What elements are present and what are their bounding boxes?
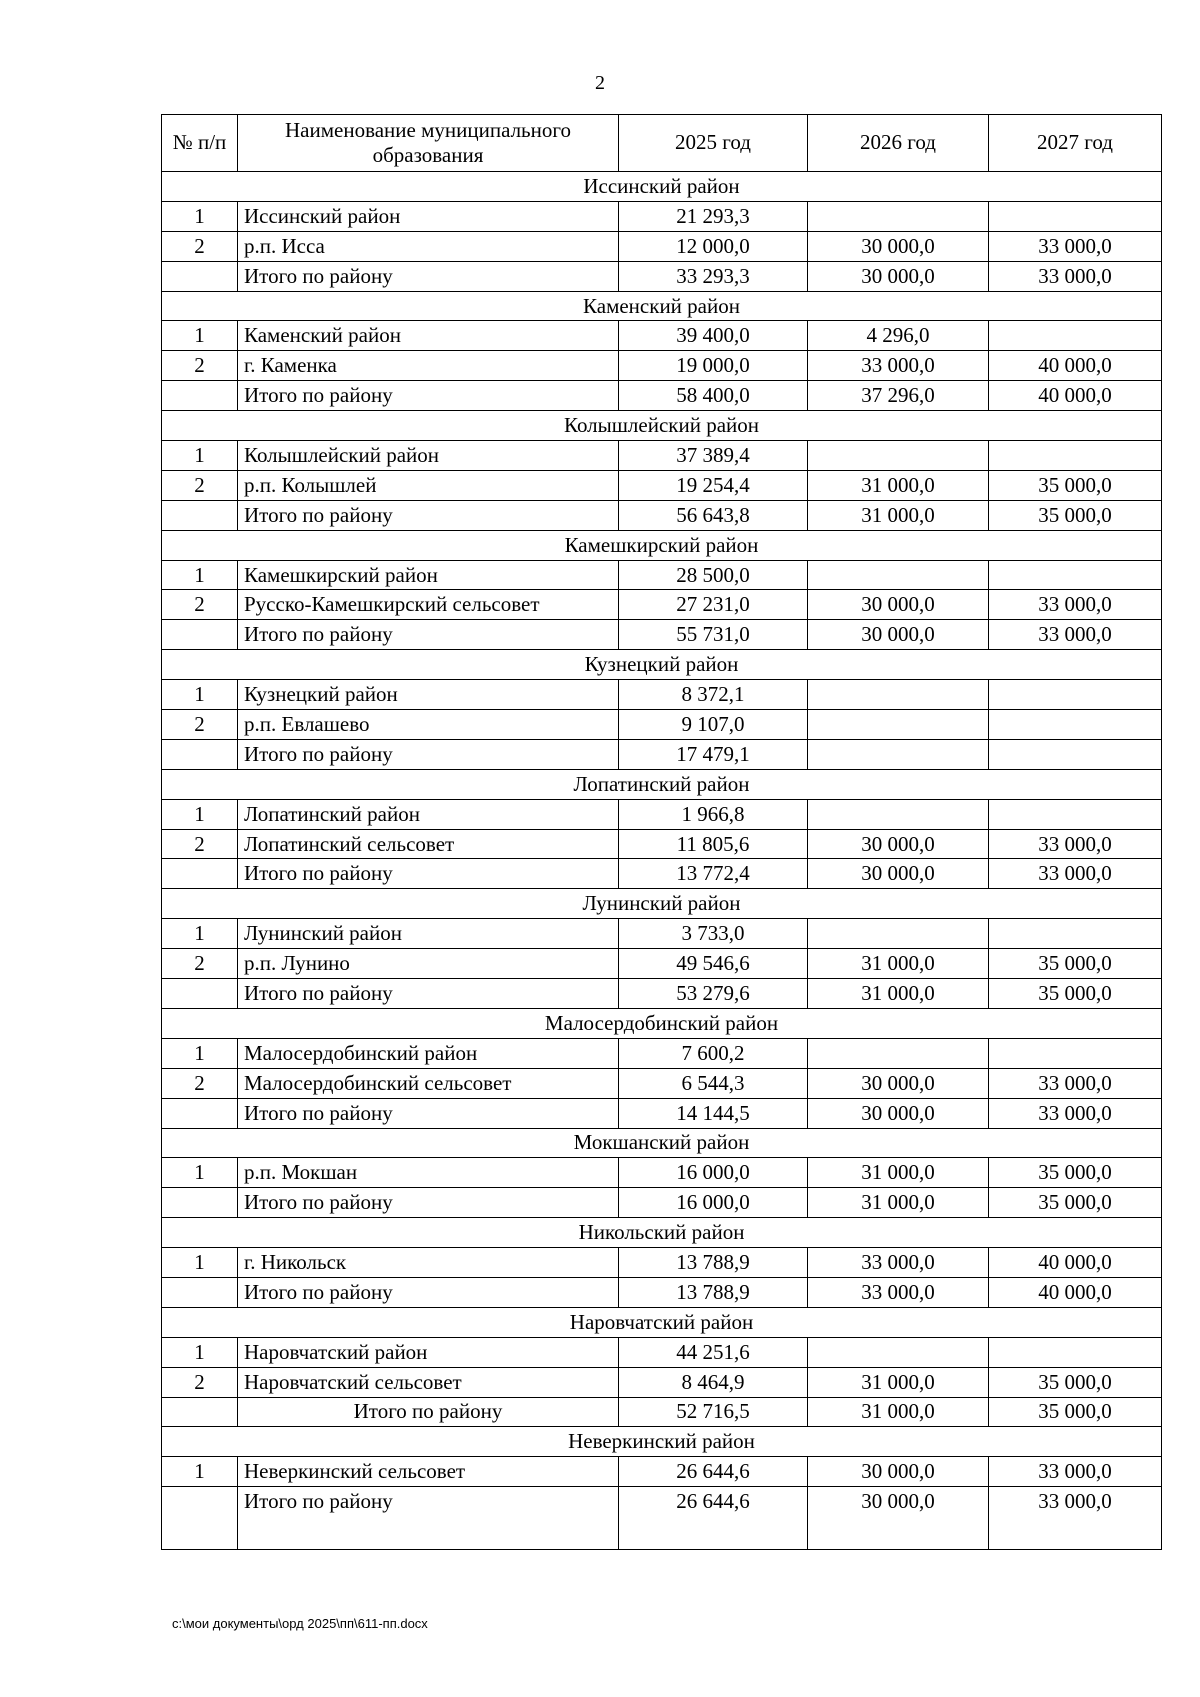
header-2027: 2027 год xyxy=(989,115,1162,172)
value-2026: 30 000,0 xyxy=(808,620,989,650)
municipality-name: Итого по району xyxy=(238,620,619,650)
value-2026: 30 000,0 xyxy=(808,859,989,889)
value-2027 xyxy=(989,201,1162,231)
table-row xyxy=(162,441,1162,471)
row-number: 2 xyxy=(162,470,238,500)
municipality-name: Русско-Камешкирский сельсовет xyxy=(238,590,619,620)
total-row xyxy=(162,500,1162,530)
row-number xyxy=(162,1397,238,1427)
value-2026: 30 000,0 xyxy=(808,1098,989,1128)
header-2026: 2026 год xyxy=(808,115,989,172)
row-number xyxy=(162,261,238,291)
table-row xyxy=(162,470,1162,500)
municipality-name: Наровчатский сельсовет xyxy=(238,1367,619,1397)
municipality-name: Лопатинский район xyxy=(238,799,619,829)
municipality-name: г. Никольск xyxy=(238,1248,619,1278)
district-name: Кузнецкий район xyxy=(162,650,1162,680)
value-2027: 35 000,0 xyxy=(989,500,1162,530)
municipality-name: Иссинский район xyxy=(238,201,619,231)
total-row xyxy=(162,1098,1162,1128)
table-row xyxy=(162,1457,1162,1487)
row-number xyxy=(162,500,238,530)
municipality-name: Малосердобинский район xyxy=(238,1038,619,1068)
value-2025: 26 644,6 xyxy=(619,1457,808,1487)
district-name: Лунинский район xyxy=(162,889,1162,919)
value-2026: 33 000,0 xyxy=(808,351,989,381)
row-number: 1 xyxy=(162,1457,238,1487)
district-header-row xyxy=(162,1218,1162,1248)
value-2027: 35 000,0 xyxy=(989,1188,1162,1218)
table-row xyxy=(162,799,1162,829)
municipality-name: Итого по району xyxy=(238,859,619,889)
total-row xyxy=(162,979,1162,1009)
value-2026 xyxy=(808,799,989,829)
value-2025: 14 144,5 xyxy=(619,1098,808,1128)
value-2025: 27 231,0 xyxy=(619,590,808,620)
value-2027: 33 000,0 xyxy=(989,231,1162,261)
row-number: 1 xyxy=(162,680,238,710)
value-2025: 12 000,0 xyxy=(619,231,808,261)
value-2025: 53 279,6 xyxy=(619,979,808,1009)
value-2027: 40 000,0 xyxy=(989,1248,1162,1278)
value-2025: 1 966,8 xyxy=(619,799,808,829)
value-2026 xyxy=(808,680,989,710)
municipality-name: р.п. Евлашево xyxy=(238,710,619,740)
value-2027 xyxy=(989,710,1162,740)
total-row xyxy=(162,1397,1162,1427)
value-2026: 30 000,0 xyxy=(808,261,989,291)
value-2026 xyxy=(808,1038,989,1068)
municipality-name: р.п. Исса xyxy=(238,231,619,261)
district-name: Колышлейский район xyxy=(162,411,1162,441)
value-2027 xyxy=(989,799,1162,829)
table-row xyxy=(162,1337,1162,1367)
value-2026: 31 000,0 xyxy=(808,979,989,1009)
district-name: Никольский район xyxy=(162,1218,1162,1248)
district-name: Камешкирский район xyxy=(162,530,1162,560)
value-2025: 17 479,1 xyxy=(619,739,808,769)
value-2027: 33 000,0 xyxy=(989,859,1162,889)
value-2026 xyxy=(808,560,989,590)
row-number xyxy=(162,1277,238,1307)
total-row xyxy=(162,381,1162,411)
value-2027 xyxy=(989,739,1162,769)
value-2026: 33 000,0 xyxy=(808,1277,989,1307)
row-number: 2 xyxy=(162,829,238,859)
table-row xyxy=(162,829,1162,859)
total-row xyxy=(162,859,1162,889)
municipality-name: Кузнецкий район xyxy=(238,680,619,710)
municipality-name: Итого по району xyxy=(238,381,619,411)
table-row xyxy=(162,1038,1162,1068)
row-number: 2 xyxy=(162,949,238,979)
total-row xyxy=(162,620,1162,650)
municipality-name: Малосердобинский сельсовет xyxy=(238,1068,619,1098)
value-2026: 30 000,0 xyxy=(808,1068,989,1098)
value-2025: 16 000,0 xyxy=(619,1158,808,1188)
value-2025: 49 546,6 xyxy=(619,949,808,979)
row-number xyxy=(162,979,238,1009)
value-2027: 35 000,0 xyxy=(989,1367,1162,1397)
row-number xyxy=(162,381,238,411)
row-number: 1 xyxy=(162,799,238,829)
municipality-name: Итого по району xyxy=(238,1397,619,1427)
value-2026: 33 000,0 xyxy=(808,1248,989,1278)
value-2026: 30 000,0 xyxy=(808,590,989,620)
district-header-row xyxy=(162,1008,1162,1038)
total-row xyxy=(162,739,1162,769)
table-header-row xyxy=(162,115,1162,172)
value-2026: 31 000,0 xyxy=(808,470,989,500)
value-2026 xyxy=(808,710,989,740)
value-2027: 40 000,0 xyxy=(989,351,1162,381)
municipality-name: Каменский район xyxy=(238,321,619,351)
municipality-name: р.п. Мокшан xyxy=(238,1158,619,1188)
value-2025: 13 788,9 xyxy=(619,1248,808,1278)
table-row xyxy=(162,1158,1162,1188)
district-header-row xyxy=(162,530,1162,560)
value-2026 xyxy=(808,441,989,471)
row-number: 2 xyxy=(162,231,238,261)
municipality-name: Итого по району xyxy=(238,500,619,530)
table-row xyxy=(162,1248,1162,1278)
district-name: Мокшанский район xyxy=(162,1128,1162,1158)
table-row xyxy=(162,590,1162,620)
district-name: Иссинский район xyxy=(162,172,1162,202)
table-row xyxy=(162,201,1162,231)
value-2025: 13 772,4 xyxy=(619,859,808,889)
district-name: Малосердобинский район xyxy=(162,1008,1162,1038)
municipality-name: Итого по району xyxy=(238,1098,619,1128)
municipality-name: Лопатинский сельсовет xyxy=(238,829,619,859)
value-2025: 19 254,4 xyxy=(619,470,808,500)
value-2027 xyxy=(989,680,1162,710)
row-number: 2 xyxy=(162,1367,238,1397)
total-row xyxy=(162,1277,1162,1307)
value-2027: 33 000,0 xyxy=(989,1487,1162,1550)
total-row xyxy=(162,1188,1162,1218)
row-number xyxy=(162,739,238,769)
row-number: 2 xyxy=(162,590,238,620)
value-2027: 35 000,0 xyxy=(989,949,1162,979)
municipality-name: г. Каменка xyxy=(238,351,619,381)
row-number: 1 xyxy=(162,919,238,949)
value-2027: 33 000,0 xyxy=(989,590,1162,620)
total-row xyxy=(162,1487,1162,1550)
municipality-name: Итого по району xyxy=(238,1188,619,1218)
row-number: 1 xyxy=(162,560,238,590)
table-row xyxy=(162,919,1162,949)
value-2025: 33 293,3 xyxy=(619,261,808,291)
page-number: 2 xyxy=(595,72,605,94)
row-number: 1 xyxy=(162,1248,238,1278)
value-2027: 33 000,0 xyxy=(989,620,1162,650)
district-header-row xyxy=(162,650,1162,680)
row-number: 1 xyxy=(162,1038,238,1068)
value-2025: 8 464,9 xyxy=(619,1367,808,1397)
value-2026: 31 000,0 xyxy=(808,1367,989,1397)
value-2026: 4 296,0 xyxy=(808,321,989,351)
table-row xyxy=(162,1068,1162,1098)
value-2027: 33 000,0 xyxy=(989,1098,1162,1128)
table-row xyxy=(162,231,1162,261)
district-name: Неверкинский район xyxy=(162,1427,1162,1457)
row-number xyxy=(162,1487,238,1550)
header-no: № п/п xyxy=(162,115,238,172)
municipality-name: Колышлейский район xyxy=(238,441,619,471)
value-2025: 52 716,5 xyxy=(619,1397,808,1427)
district-header-row xyxy=(162,411,1162,441)
district-header-row xyxy=(162,172,1162,202)
header-name: Наименование муниципального образования xyxy=(238,115,619,172)
value-2025: 3 733,0 xyxy=(619,919,808,949)
municipality-name: Итого по району xyxy=(238,261,619,291)
funding-table xyxy=(161,114,1162,1550)
municipality-name: Неверкинский сельсовет xyxy=(238,1457,619,1487)
value-2027: 35 000,0 xyxy=(989,1397,1162,1427)
value-2027: 40 000,0 xyxy=(989,381,1162,411)
value-2026: 30 000,0 xyxy=(808,1457,989,1487)
table-row xyxy=(162,710,1162,740)
table-row xyxy=(162,680,1162,710)
row-number: 2 xyxy=(162,1068,238,1098)
table-row xyxy=(162,351,1162,381)
value-2026: 30 000,0 xyxy=(808,231,989,261)
value-2027: 35 000,0 xyxy=(989,470,1162,500)
district-name: Лопатинский район xyxy=(162,769,1162,799)
row-number: 1 xyxy=(162,441,238,471)
municipality-name: Итого по району xyxy=(238,979,619,1009)
row-number xyxy=(162,1188,238,1218)
value-2027 xyxy=(989,919,1162,949)
value-2026 xyxy=(808,919,989,949)
value-2026: 31 000,0 xyxy=(808,1397,989,1427)
value-2025: 13 788,9 xyxy=(619,1277,808,1307)
value-2025: 8 372,1 xyxy=(619,680,808,710)
value-2026: 31 000,0 xyxy=(808,949,989,979)
value-2027: 35 000,0 xyxy=(989,1158,1162,1188)
value-2025: 7 600,2 xyxy=(619,1038,808,1068)
value-2025: 58 400,0 xyxy=(619,381,808,411)
row-number xyxy=(162,1098,238,1128)
value-2025: 19 000,0 xyxy=(619,351,808,381)
district-name: Каменский район xyxy=(162,291,1162,321)
value-2025: 11 805,6 xyxy=(619,829,808,859)
municipality-name: Камешкирский район xyxy=(238,560,619,590)
value-2027: 40 000,0 xyxy=(989,1277,1162,1307)
value-2026 xyxy=(808,1337,989,1367)
value-2027: 33 000,0 xyxy=(989,1457,1162,1487)
header-2025: 2025 год xyxy=(619,115,808,172)
value-2025: 16 000,0 xyxy=(619,1188,808,1218)
row-number: 2 xyxy=(162,351,238,381)
value-2026: 30 000,0 xyxy=(808,829,989,859)
municipality-name: Итого по району xyxy=(238,739,619,769)
value-2026: 37 296,0 xyxy=(808,381,989,411)
value-2025: 56 643,8 xyxy=(619,500,808,530)
table-body xyxy=(162,172,1162,1550)
table-row xyxy=(162,321,1162,351)
row-number xyxy=(162,859,238,889)
district-header-row xyxy=(162,1307,1162,1337)
municipality-name: Лунинский район xyxy=(238,919,619,949)
row-number: 1 xyxy=(162,321,238,351)
row-number: 2 xyxy=(162,710,238,740)
value-2025: 6 544,3 xyxy=(619,1068,808,1098)
value-2025: 44 251,6 xyxy=(619,1337,808,1367)
value-2026 xyxy=(808,201,989,231)
value-2025: 55 731,0 xyxy=(619,620,808,650)
table-row xyxy=(162,949,1162,979)
row-number: 1 xyxy=(162,1158,238,1188)
value-2027 xyxy=(989,1337,1162,1367)
value-2026: 31 000,0 xyxy=(808,500,989,530)
district-header-row xyxy=(162,1427,1162,1457)
total-row xyxy=(162,261,1162,291)
district-name: Наровчатский район xyxy=(162,1307,1162,1337)
row-number: 1 xyxy=(162,201,238,231)
value-2026: 31 000,0 xyxy=(808,1158,989,1188)
value-2025: 9 107,0 xyxy=(619,710,808,740)
value-2027: 33 000,0 xyxy=(989,1068,1162,1098)
row-number xyxy=(162,620,238,650)
municipality-name: р.п. Колышлей xyxy=(238,470,619,500)
value-2027 xyxy=(989,321,1162,351)
municipality-name: Итого по району xyxy=(238,1277,619,1307)
district-header-row xyxy=(162,291,1162,321)
value-2025: 39 400,0 xyxy=(619,321,808,351)
municipality-name: р.п. Лунино xyxy=(238,949,619,979)
municipality-name: Наровчатский район xyxy=(238,1337,619,1367)
value-2025: 37 389,4 xyxy=(619,441,808,471)
table-row xyxy=(162,1367,1162,1397)
row-number: 1 xyxy=(162,1337,238,1367)
value-2027: 33 000,0 xyxy=(989,261,1162,291)
value-2025: 26 644,6 xyxy=(619,1487,808,1550)
value-2027: 35 000,0 xyxy=(989,979,1162,1009)
value-2026: 31 000,0 xyxy=(808,1188,989,1218)
value-2026: 30 000,0 xyxy=(808,1487,989,1550)
value-2025: 28 500,0 xyxy=(619,560,808,590)
value-2027 xyxy=(989,441,1162,471)
value-2027: 33 000,0 xyxy=(989,829,1162,859)
value-2027 xyxy=(989,1038,1162,1068)
value-2025: 21 293,3 xyxy=(619,201,808,231)
municipality-name: Итого по району xyxy=(238,1487,619,1550)
district-header-row xyxy=(162,889,1162,919)
district-header-row xyxy=(162,769,1162,799)
table-row xyxy=(162,560,1162,590)
value-2027 xyxy=(989,560,1162,590)
district-header-row xyxy=(162,1128,1162,1158)
file-path-footer: c:\мои документы\орд 2025\пп\611-пп.docx xyxy=(172,1616,428,1631)
value-2026 xyxy=(808,739,989,769)
